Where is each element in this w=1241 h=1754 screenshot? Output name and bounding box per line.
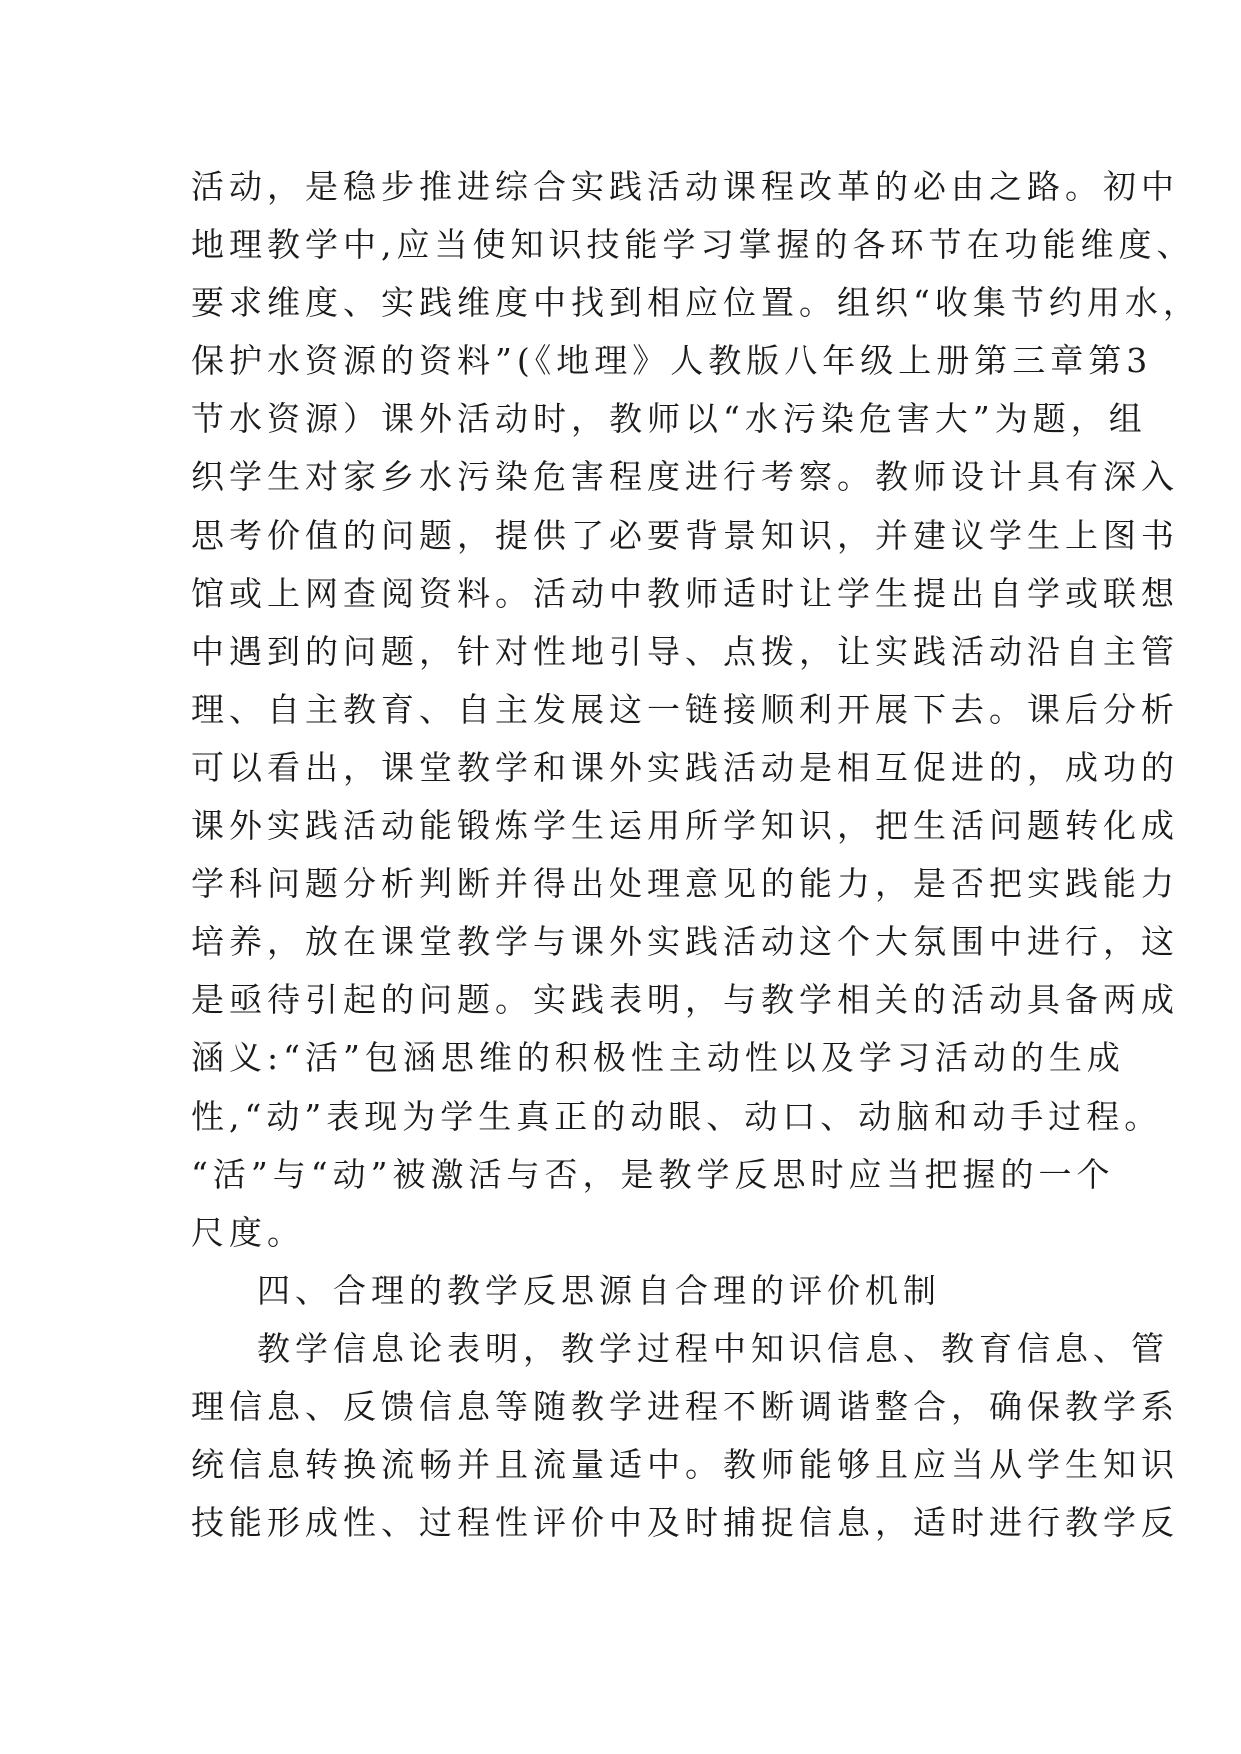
text-line: 馆或上网查阅资料。活动中教师适时让学生提出自学或联想: [191, 573, 1179, 613]
text-line: 是亟待引起的问题。实践表明，与教学相关的活动具备两成: [191, 980, 1179, 1020]
text-line: 理、自主教育、自主发展这一链接顺利开展下去。课后分析: [191, 689, 1179, 729]
text-line: 活动，是稳步推进综合实践活动课程改革的必由之路。初中: [191, 167, 1179, 206]
text-line: 要求维度、实践维度中找到相应位置。组织“收集节约用水，: [191, 283, 1201, 323]
text-line: 性,“动”表现为学生真正的动眼、动口、动脑和动手过程。: [191, 1096, 1163, 1136]
body-text: [191, 158, 1201, 1552]
text-line: 思考价值的问题，提供了必要背景知识，并建议学生上图书: [191, 515, 1179, 555]
text-line: 可以看出，课堂教学和课外实践活动是相互促进的，成功的: [191, 747, 1179, 787]
text-line: 中遇到的问题，针对性地引导、点拨，让实践活动沿自主管: [191, 631, 1179, 671]
text-line: 织学生对家乡水污染危害程度进行考察。教师设计具有深入: [191, 457, 1179, 497]
paragraph-start-line: 教学信息论表明，教学过程中知识信息、教育信息、管: [257, 1328, 1169, 1368]
text-line: 技能形成性、过程性评价中及时捕捉信息，适时进行教学反: [191, 1503, 1179, 1543]
text-line: 理信息、反馈信息等随教学进程不断调谐整合，确保教学系: [191, 1386, 1179, 1426]
text-line: 课外实践活动能锻炼学生运用所学知识，把生活问题转化成: [191, 806, 1179, 846]
paragraph-start-line: 四、合理的教学反思源自合理的评价机制: [257, 1270, 941, 1310]
text-line: 涵义:“活”包涵思维的积极性主动性以及学习活动的生成: [191, 1038, 1125, 1078]
text-line: 节水资源）课外活动时，教师以“水污染危害大”为题，组: [191, 399, 1147, 439]
text-line: “活”与“动”被激活与否，是教学反思时应当把握的一个: [191, 1154, 1115, 1194]
text-line: 培养，放在课堂教学与课外实践活动这个大氛围中进行，这: [191, 922, 1179, 962]
text-line: 保护水资源的资料”(《地理》人教版八年级上册第三章第3: [191, 341, 1153, 381]
text-line: 尺度。: [191, 1212, 305, 1252]
text-line: 地理教学中,应当使知识技能学习掌握的各环节在功能维度、: [191, 225, 1195, 265]
text-line: 学科问题分析判断并得出处理意见的能力，是否把实践能力: [191, 864, 1179, 904]
text-line: 统信息转换流畅并且流量适中。教师能够且应当从学生知识: [191, 1445, 1179, 1485]
